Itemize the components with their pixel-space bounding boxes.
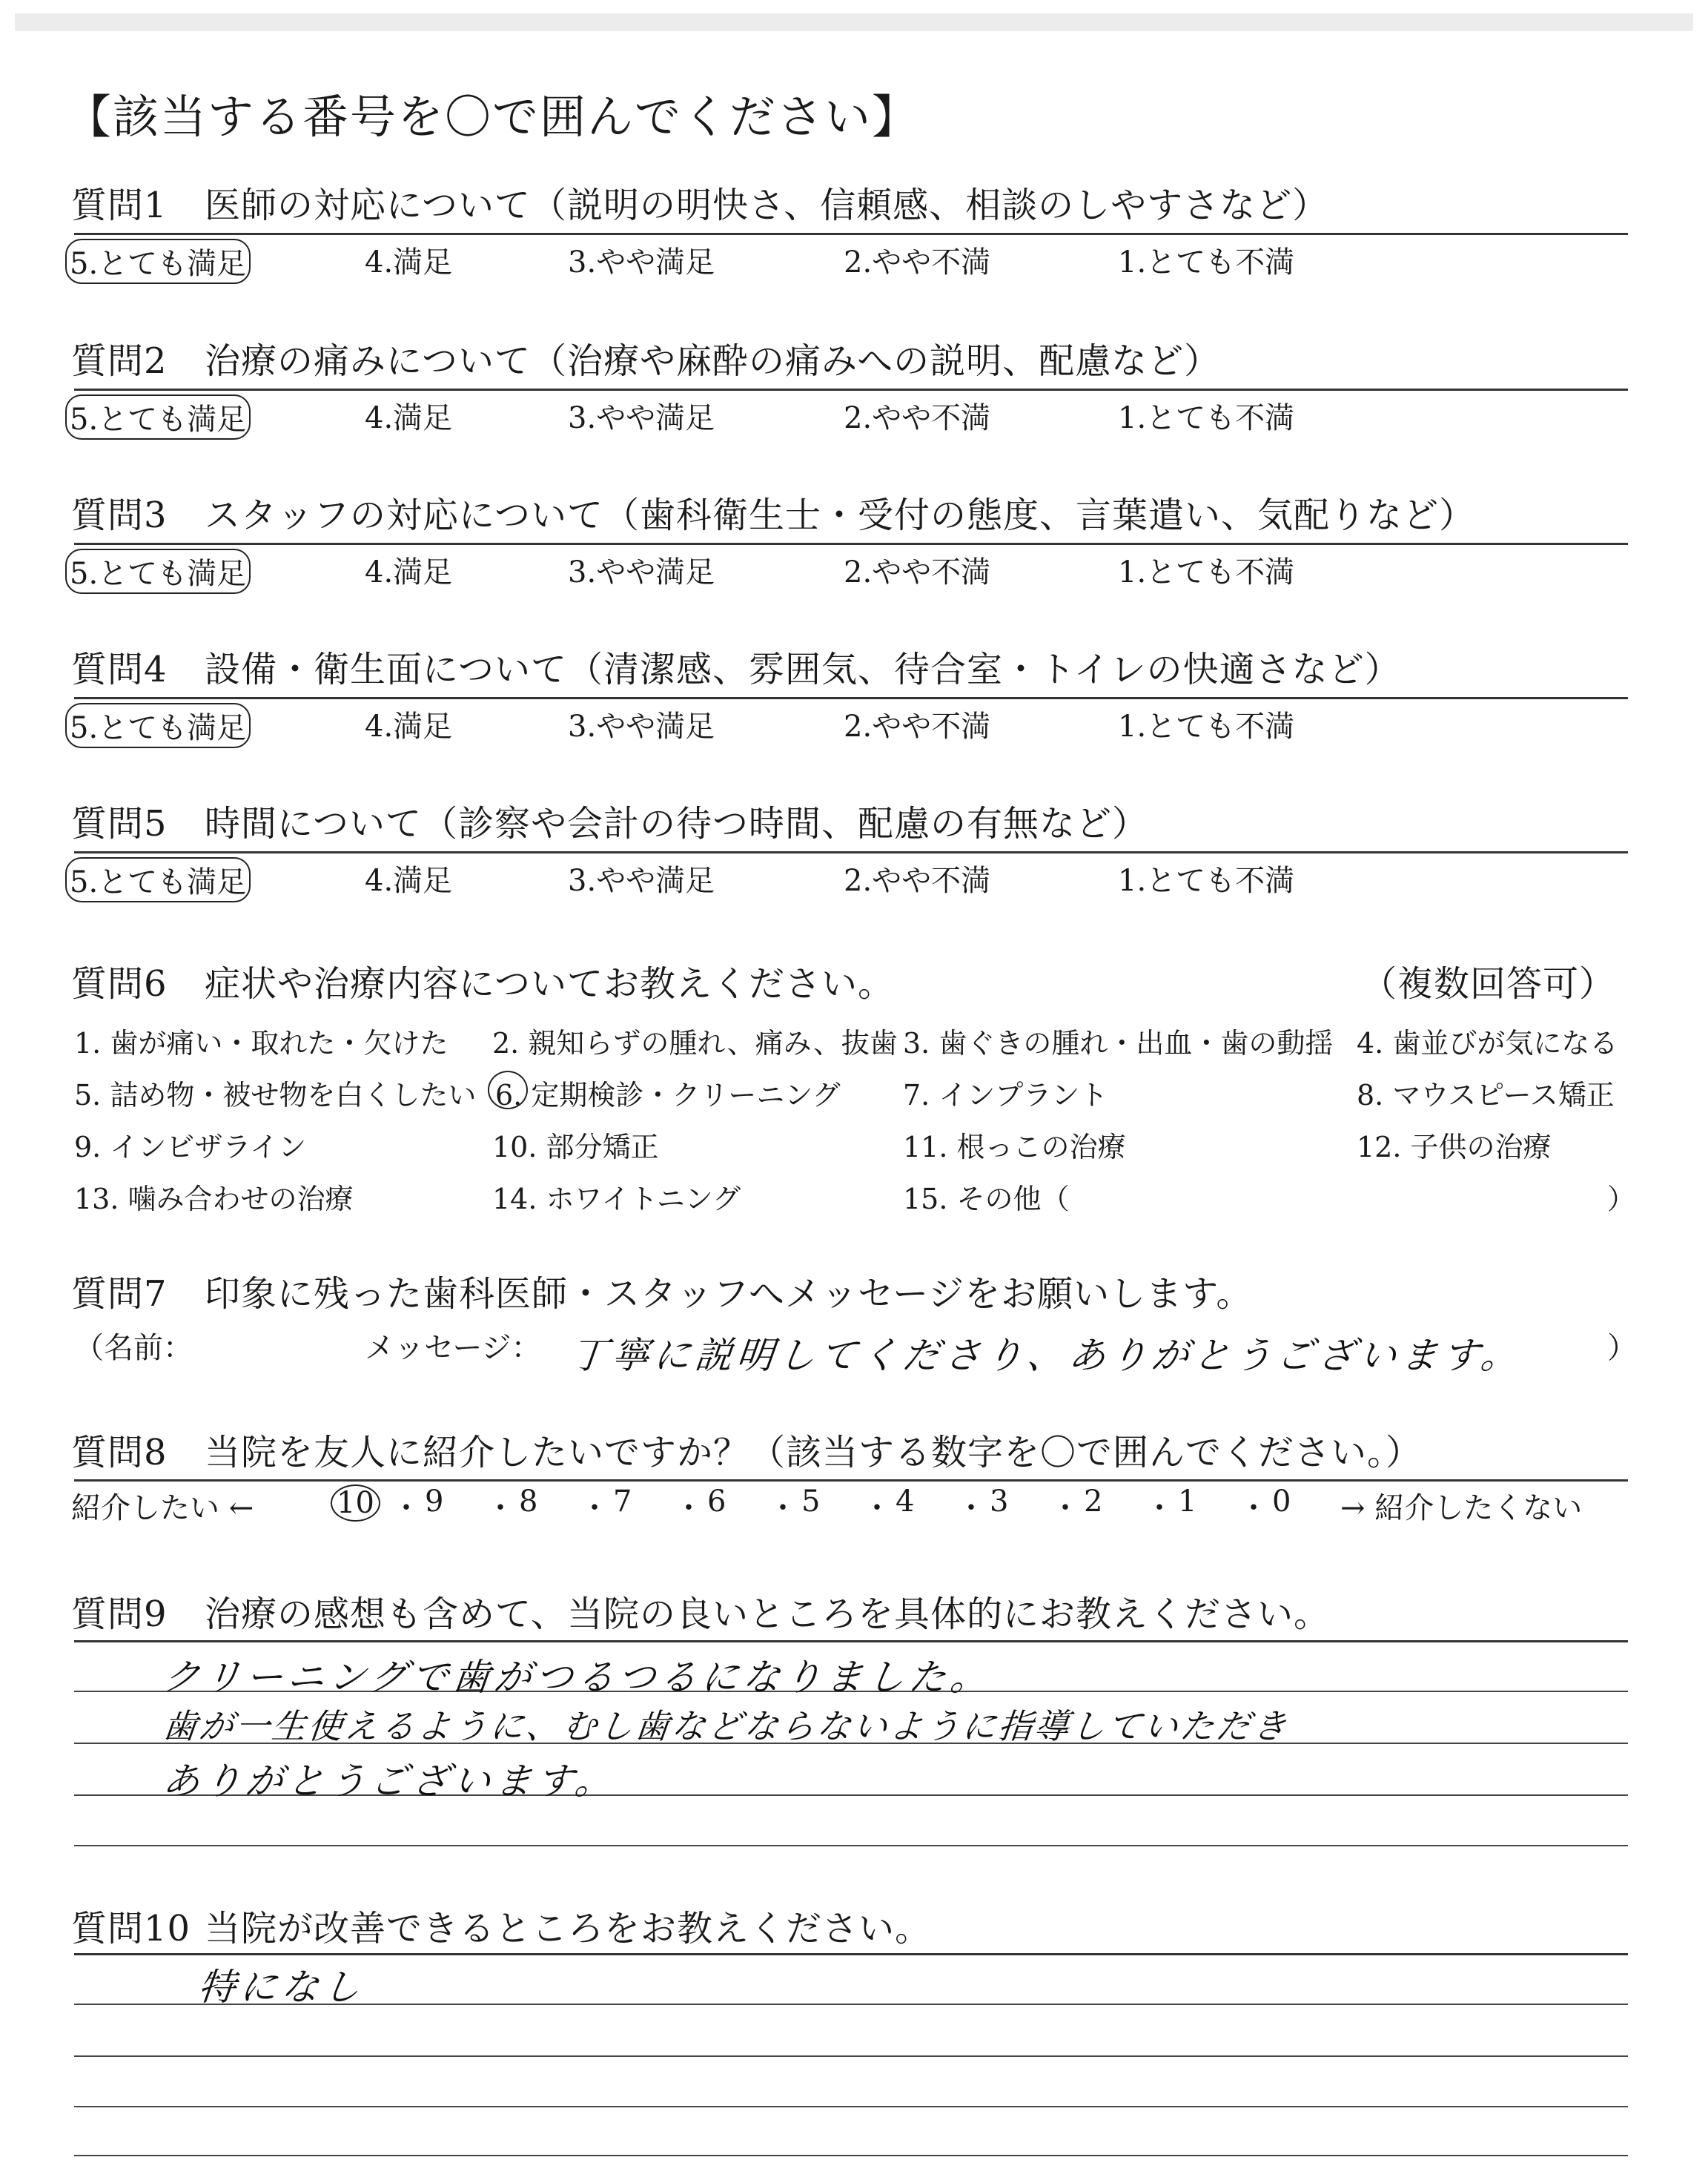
q6-other-close-paren: ） (1607, 1183, 1636, 1215)
q6-option-4[interactable]: 4. 歯並びが気になる (1357, 1027, 1618, 1060)
q10-line-4 (74, 2155, 1628, 2156)
scan-top-edge (15, 13, 1693, 31)
q8-scale-7[interactable]: 7 (613, 1484, 632, 1519)
q6-option-2[interactable]: 2. 親知らずの腫れ、痛み、抜歯 (492, 1027, 898, 1060)
q1-option-4[interactable]: 4.満足 (365, 245, 453, 280)
q6-option-3[interactable]: 3. 歯ぐきの腫れ・出血・歯の動揺 (903, 1027, 1334, 1060)
q10-number: 質問10 (71, 1908, 191, 1949)
q1-rule (74, 233, 1628, 235)
q3-heading (71, 486, 1475, 538)
q3-option-2[interactable]: 2.やや不満 (844, 555, 991, 589)
q2-option-2[interactable]: 2.やや不満 (844, 401, 991, 435)
q6-option-6[interactable]: 6. 定期検診・クリーニング (492, 1072, 841, 1113)
q6-option-1[interactable]: 1. 歯が痛い・取れた・欠けた (74, 1027, 448, 1060)
q6-circle-mark (488, 1071, 528, 1109)
q9-answer-line-3: ありがとうございます。 (160, 1760, 619, 1803)
q2-heading (71, 332, 1220, 383)
q6-text: 症状や治療内容についてお教えください。 (205, 963, 895, 1005)
q2-number: 質問2 (71, 340, 168, 382)
q8-text: 当院を友人に紹介したいですか？（該当する数字を〇で囲んでください。） (205, 1432, 1423, 1473)
q1-number: 質問1 (71, 185, 168, 226)
q3-option-3[interactable]: 3.やや満足 (568, 555, 715, 589)
q5-text: 時間について（診察や会計の待つ時間、配慮の有無など） (205, 803, 1149, 845)
q7-message-handwritten: 丁寧に説明してくださり、ありがとうございます。 (568, 1334, 1525, 1377)
q8-scale-2[interactable]: 2 (1084, 1484, 1103, 1519)
q5-option-5[interactable]: 5.とても満足 (65, 857, 251, 902)
q6-option-5[interactable]: 5. 詰め物・被せ物を白くしたい (74, 1079, 477, 1112)
q7-close-paren: ） (1607, 1331, 1637, 1365)
q10-rule (74, 1953, 1628, 1955)
q8-scale-10[interactable]: 10 (331, 1484, 380, 1522)
q8-separator-dot: ・ (580, 1491, 609, 1525)
q9-line-4 (74, 1845, 1628, 1846)
q10-text: 当院が改善できるところをお教えください。 (205, 1908, 932, 1949)
q1-option-2[interactable]: 2.やや不満 (844, 245, 991, 280)
q1-option-3[interactable]: 3.やや満足 (568, 245, 715, 280)
q10-heading (71, 1900, 931, 1951)
q8-scale-9[interactable]: 9 (425, 1484, 444, 1519)
q7-message-label: メッセージ： (365, 1331, 541, 1365)
q5-option-1[interactable]: 1.とても不満 (1118, 864, 1295, 898)
q8-separator-dot: ・ (1239, 1491, 1268, 1525)
q8-scale-0[interactable]: 0 (1272, 1484, 1291, 1519)
q4-option-4[interactable]: 4.満足 (365, 710, 453, 744)
q8-left-label: 紹介したい ← (71, 1491, 254, 1525)
q6-option-13[interactable]: 13. 噛み合わせの治療 (74, 1183, 354, 1215)
q2-option-1[interactable]: 1.とても不満 (1118, 401, 1295, 435)
q8-separator-dot: ・ (1145, 1491, 1174, 1525)
q8-rule (74, 1479, 1628, 1482)
q9-answer-line-2: 歯が一生使えるように、むし歯などならないように指導していただき (160, 1706, 1291, 1746)
q3-rule (74, 543, 1628, 545)
q8-heading (71, 1424, 1422, 1475)
q3-option-1[interactable]: 1.とても不満 (1118, 555, 1295, 589)
q8-scale-3[interactable]: 3 (990, 1484, 1009, 1519)
q8-number: 質問8 (71, 1432, 168, 1473)
q8-separator-dot: ・ (862, 1491, 892, 1525)
q5-option-3[interactable]: 3.やや満足 (568, 864, 715, 898)
q8-separator-dot: ・ (391, 1491, 421, 1525)
q8-scale-4[interactable]: 4 (896, 1484, 915, 1519)
q8-right-label: → 紹介したくない (1340, 1491, 1583, 1525)
q2-option-4[interactable]: 4.満足 (365, 401, 453, 435)
q1-text: 医師の対応について（説明の明快さ、信頼感、相談のしやすさなど） (205, 185, 1329, 226)
q7-heading (71, 1265, 1252, 1316)
q9-heading (71, 1585, 1330, 1636)
q6-option-10[interactable]: 10. 部分矯正 (492, 1131, 659, 1163)
q8-separator-dot: ・ (956, 1491, 986, 1525)
q6-option-9[interactable]: 9. インビザライン (74, 1131, 307, 1163)
q1-option-1[interactable]: 1.とても不満 (1118, 245, 1295, 280)
q8-separator-dot: ・ (674, 1491, 704, 1525)
q4-option-3[interactable]: 3.やや満足 (568, 710, 715, 744)
q4-heading (71, 641, 1401, 692)
q8-scale-1[interactable]: 1 (1178, 1484, 1197, 1519)
q6-option-14[interactable]: 14. ホワイトニング (492, 1183, 741, 1215)
q8-separator-dot: ・ (1050, 1491, 1080, 1525)
q5-option-2[interactable]: 2.やや不満 (844, 864, 991, 898)
q6-number: 質問6 (71, 963, 168, 1005)
q8-scale-8[interactable]: 8 (519, 1484, 538, 1519)
q3-text: スタッフの対応について（歯科衛生士・受付の態度、言葉遣い、気配りなど） (205, 495, 1476, 536)
q3-number: 質問3 (71, 495, 168, 536)
q1-heading (71, 176, 1328, 228)
q6-option-15[interactable]: 15. その他（ (903, 1183, 1070, 1215)
q3-option-5[interactable]: 5.とても満足 (65, 549, 251, 594)
q9-text: 治療の感想も含めて、当院の良いところを具体的にお教えください。 (205, 1593, 1331, 1635)
q2-rule (74, 389, 1628, 391)
q2-option-3[interactable]: 3.やや満足 (568, 401, 715, 435)
q6-option-7[interactable]: 7. インプラント (903, 1079, 1108, 1112)
q9-rule (74, 1640, 1628, 1642)
q4-option-2[interactable]: 2.やや不満 (844, 710, 991, 744)
q8-scale-6[interactable]: 6 (707, 1484, 726, 1519)
q4-option-1[interactable]: 1.とても不満 (1118, 710, 1295, 744)
q3-option-4[interactable]: 4.満足 (365, 555, 453, 589)
q1-option-5[interactable]: 5.とても満足 (65, 239, 251, 284)
q9-answer-line-1: クリーニングで歯がつるつるになりました。 (160, 1656, 995, 1699)
q4-number: 質問4 (71, 649, 168, 690)
q5-rule (74, 851, 1628, 853)
q7-text: 印象に残った歯科医師・スタッフへメッセージをお願いします。 (205, 1273, 1253, 1315)
q8-separator-dot: ・ (768, 1491, 798, 1525)
q6-note: （複数回答可） (1361, 963, 1616, 1005)
q7-number: 質問7 (71, 1273, 168, 1315)
q5-option-4[interactable]: 4.満足 (365, 864, 453, 898)
q5-number: 質問5 (71, 803, 168, 845)
q8-separator-dot: ・ (486, 1491, 515, 1525)
q6-option-11[interactable]: 11. 根っこの治療 (903, 1131, 1126, 1163)
q10-line-2 (74, 2055, 1628, 2057)
q2-text: 治療の痛みについて（治療や麻酔の痛みへの説明、配慮など） (205, 340, 1221, 382)
q7-name-label: （名前： (74, 1331, 193, 1365)
q4-text: 設備・衛生面について（清潔感、雰囲気、待合室・トイレの快適さなど） (205, 649, 1401, 690)
q10-answer: 特になし (196, 1966, 367, 2009)
q6-heading (71, 955, 894, 1006)
page-title: 【該当する番号を〇で囲んでください】 (65, 90, 920, 144)
q4-rule (74, 697, 1628, 699)
q8-scale-5[interactable]: 5 (801, 1484, 821, 1519)
q2-option-5[interactable]: 5.とても満足 (65, 394, 251, 440)
q4-option-5[interactable]: 5.とても満足 (65, 703, 251, 748)
q9-number: 質問9 (71, 1593, 168, 1635)
q6-option-8[interactable]: 8. マウスピース矯正 (1357, 1079, 1615, 1112)
q5-heading (71, 795, 1148, 846)
q6-option-12[interactable]: 12. 子供の治療 (1357, 1131, 1552, 1163)
q10-line-3 (74, 2106, 1628, 2107)
